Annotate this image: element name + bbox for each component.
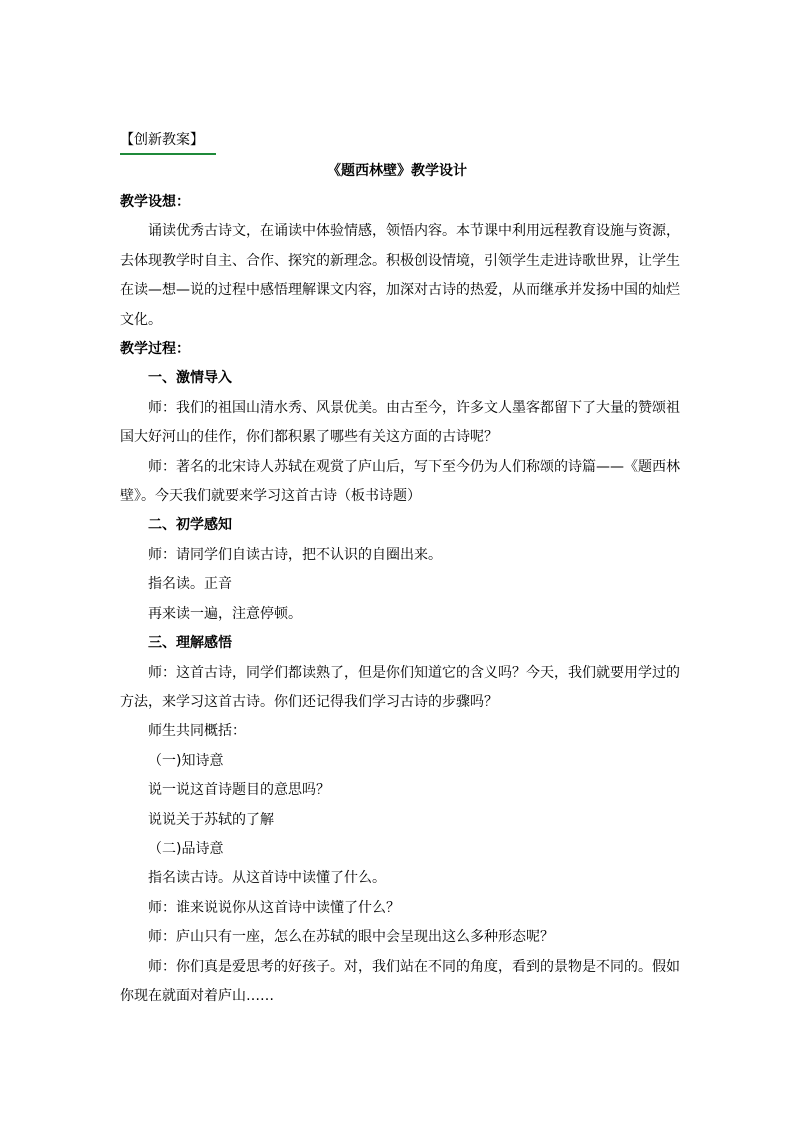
paragraph-teaching-idea: 诵读优秀古诗文，在诵读中体验情感，领悟内容。本节课中利用远程教育设施与资源，去体现教学时自主、合作、探究的新理念。积极创设情境，引领学生走进诗歌世界，让学生在读—想—说的过程中感悟理解课文内容，加深对古诗的热爱，从而继承并发扬中国的灿烂文化。: [120, 223, 680, 328]
paragraph-part3-8: 师：谁来说说你从这首诗中读懂了什么？: [148, 899, 400, 916]
paragraph-part3-7: 指名读古诗。从这首诗中读懂了什么。: [148, 870, 386, 887]
heading-teaching-idea: 教学设想：: [120, 194, 190, 210]
paragraph-part1-1: 师：我们的祖国山清水秀、风景优美。由古至今，许多文人墨客都留下了大量的赞颂祖国大好河山的佳作，你们都积累了哪些有关这方面的古诗呢？: [120, 399, 680, 446]
paragraph-part3-4: 说一说这首诗题目的意思吗？: [148, 782, 330, 799]
paragraph-part3-9: 师：庐山只有一座，怎么在苏轼的眼中会呈现出这么多种形态呢？: [148, 929, 554, 946]
heading-part-2: 二、初学感知: [148, 517, 232, 534]
heading-part-3: 三、理解感悟: [148, 635, 232, 652]
paragraph-part2-2: 指名读。正音: [148, 576, 232, 593]
heading-teaching-process: 教学过程：: [120, 341, 190, 358]
section-tag: 【创新教案】: [120, 130, 216, 155]
document-body: [120, 188, 680, 1011]
paragraph-part3-2: 师生共同概括：: [148, 723, 246, 740]
paragraph-part2-1: 师：请同学们自读古诗，把不认识的自圈出来。: [148, 546, 442, 563]
paragraph-part3-5: 说说关于苏轼的了解: [148, 811, 274, 828]
document-title: 《题西林壁》教学设计: [327, 163, 467, 179]
paragraph-part3-6: （二)品诗意: [148, 840, 224, 857]
paragraph-part3-1: 师：这首古诗，同学们都读熟了，但是你们知道它的含义吗？今天，我们就要用学过的方法，来学习这首古诗。你们还记得我们学习古诗的步骤吗？: [120, 664, 680, 710]
heading-part-1: 一、激情导入: [148, 370, 232, 387]
paragraph-part3-3: （一)知诗意: [148, 752, 224, 769]
paragraph-part3-10: 师：你们真是爱思考的好孩子。对，我们站在不同的角度，看到的景物是不同的。假如你现在就面对着庐山……: [120, 958, 680, 1004]
paragraph-part1-2: 师：著名的北宋诗人苏轼在观赏了庐山后，写下至今仍为人们称颂的诗篇——《题西林壁》。今天我们就要来学习这首古诗（板书诗题）: [120, 458, 680, 505]
paragraph-part2-3: 再来读一遍，注意停顿。: [148, 605, 302, 622]
